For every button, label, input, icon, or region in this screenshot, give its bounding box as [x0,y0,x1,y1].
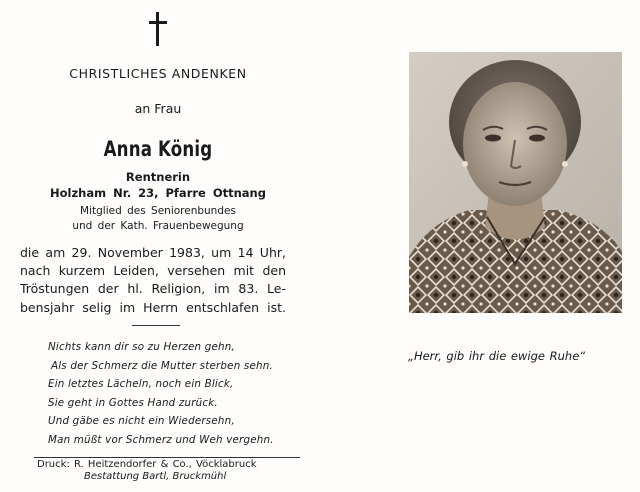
poem-line: Sie geht in Gottes Hand zurück. [48,396,218,409]
prayer-quote: „Herr, gib ihr die ewige Ruhe“ [408,349,586,363]
death-notice-line: bensjahr selig im Herrn entschlafen ist. [20,299,286,315]
printer-credit: Druck: R. Heitzendorfer & Co., Vöcklabruck [37,459,257,470]
poem [48,338,298,450]
portrait-photo [409,52,622,313]
poem-line: Man müßt vor Schmerz und Weh vergehn. [48,433,274,446]
divider [132,325,180,326]
address: Holzham Nr. 23, Pfarre Ottnang [50,186,266,200]
deceased-name: Anna König [103,137,213,161]
membership-line: und der Kath. Frauenbewegung [72,220,244,232]
text-column [20,0,296,492]
occupation: Rentnerin [125,170,191,184]
death-notice-line: Tröstungen der hl. Religion, im 83. Le- [20,281,286,297]
poem-line: Und gäbe es nicht ein Wiedersehn, [48,415,235,428]
funeral-home-credit: Bestattung Bartl, Bruckmühl [84,471,227,482]
card-heading: CHRISTLICHES ANDENKEN [69,66,247,81]
death-notice [20,244,286,317]
salutation: an Frau [134,101,182,116]
footer-divider [34,457,300,458]
poem-line: Als der Schmerz die Mutter sterben sehn. [51,359,273,372]
poem-line: Nichts kann dir so zu Herzen gehn, [48,341,235,353]
poem-line: Ein letztes Lächeln, noch ein Blick, [48,378,234,391]
cross-icon [149,12,167,48]
death-notice-line: die am 29. November 1983, um 14 Uhr, [20,245,286,260]
death-notice-line: nach kurzem Leiden, versehen mit den [20,263,286,279]
membership-line: Mitglied des Seniorenbundes [80,205,236,217]
